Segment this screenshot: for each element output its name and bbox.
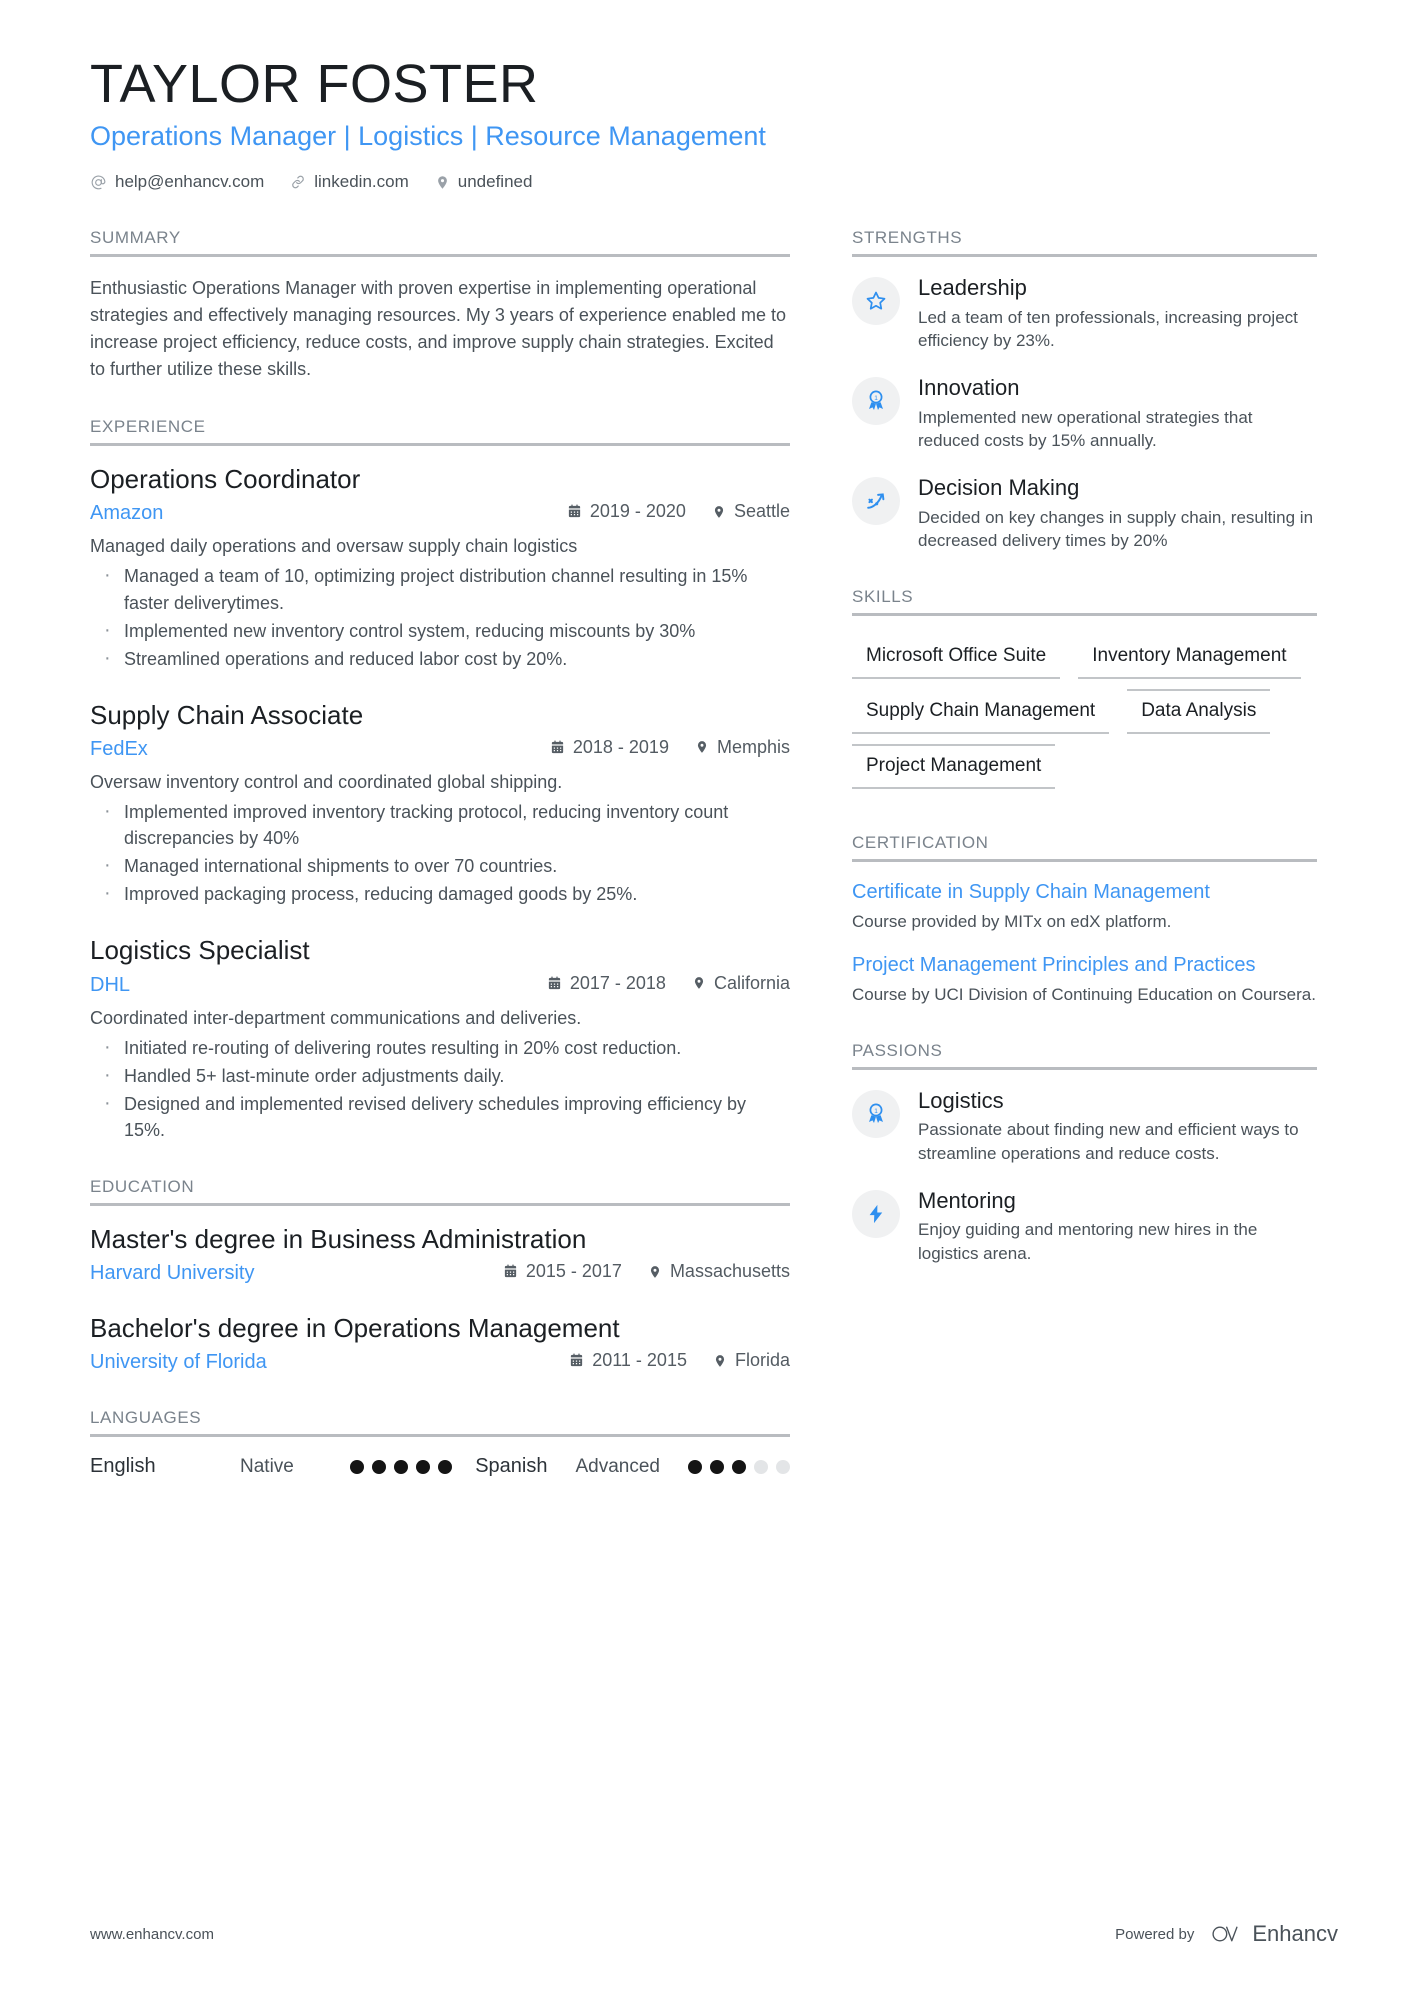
star-icon (852, 277, 900, 325)
education-location (648, 1261, 790, 1282)
resume-body (90, 228, 1338, 1512)
certification-section-title: CERTIFICATION (852, 833, 1317, 862)
list-item: · Implemented new inventory control system, reducing miscounts by 30% (90, 618, 790, 644)
candidate-name: TAYLOR FOSTER (90, 54, 539, 114)
language-name: English (90, 1455, 156, 1478)
experience-bullets (90, 1035, 790, 1143)
skills-section-title: SKILLS (852, 587, 1317, 616)
experience-meta-right (547, 973, 790, 994)
certification-description: Course provided by MITx on edX platform. (852, 911, 1172, 931)
language-item (90, 1455, 452, 1478)
education-degree: Bachelor's degree in Operations Management (90, 1313, 620, 1344)
rating-dot-on (732, 1460, 746, 1474)
list-item: · Implemented improved inventory tracking protocol, reducing inventory count discrepancies by 40% (90, 799, 790, 851)
passion-text: Passionate about finding new and efficient ways to streamline operations and reduce costs. (918, 1120, 1299, 1164)
list-item: · Designed and implemented revised delivery schedules improving efficiency by 15%. (90, 1091, 790, 1143)
location-pin-icon (695, 739, 709, 755)
skill-tag[interactable]: Supply Chain Management (852, 689, 1109, 734)
trajectory-arrow-icon (852, 477, 900, 525)
svg-text:1: 1 (874, 395, 878, 403)
list-item: · Managed international shipments to over 70 countries. (90, 853, 790, 879)
strength-text: Led a team of ten professionals, increasing project efficiency by 23%. (918, 307, 1298, 351)
experience-role: Logistics Specialist (90, 935, 310, 966)
at-icon (90, 174, 107, 191)
strength-body (918, 475, 1317, 553)
experience-meta-right (550, 737, 790, 758)
calendar-icon (567, 504, 582, 519)
svg-text:1: 1 (874, 1107, 878, 1115)
passions-section-title: PASSIONS (852, 1041, 1317, 1070)
award-medal-icon (852, 377, 900, 425)
education-section (90, 1177, 790, 1374)
rating-dot-on (350, 1460, 364, 1474)
experience-company[interactable]: Amazon (90, 502, 164, 525)
skill-tag[interactable]: Project Management (852, 744, 1055, 789)
experience-description: Managed daily operations and oversaw supply chain logistics (90, 536, 578, 557)
enhancv-brand (1208, 1921, 1338, 1947)
certification-item (852, 880, 1317, 933)
list-item: · Improved packaging process, reducing damaged goods by 25%. (90, 881, 790, 907)
strength-text: Decided on key changes in supply chain, resulting in decreased delivery times by 20% (918, 507, 1314, 551)
location-pin-icon (692, 975, 706, 991)
experience-entry (90, 700, 790, 908)
experience-location-text: Memphis (716, 736, 790, 757)
language-level: Native (240, 1455, 294, 1477)
contact-location-text: undefined (457, 172, 533, 192)
passion-item (852, 1088, 1317, 1166)
language-name: Spanish (475, 1455, 548, 1478)
passion-title: Mentoring (918, 1187, 1016, 1213)
experience-dates-text: 2017 - 2018 (569, 972, 666, 993)
calendar-icon (569, 1353, 584, 1368)
passion-title: Logistics (918, 1087, 1004, 1113)
right-column (852, 228, 1317, 1300)
contact-row (90, 172, 1338, 192)
passions-section (852, 1041, 1317, 1266)
summary-section (90, 228, 790, 383)
experience-company[interactable]: FedEx (90, 737, 148, 760)
lightning-bolt-icon (852, 1190, 900, 1238)
candidate-headline: Operations Manager | Logistics | Resource Management (90, 121, 766, 152)
strength-title: Decision Making (918, 475, 1080, 501)
experience-section-title: EXPERIENCE (90, 417, 790, 446)
experience-company[interactable]: DHL (90, 973, 131, 996)
education-location-text: Massachusetts (669, 1261, 790, 1282)
summary-text: Enthusiastic Operations Manager with proven expertise in implementing operational strategies and effectively managing resources. My 3 years of experience enabled me to increase project efficiency, reduce costs, and improve supply chain strategies. Excited to further utilize these skills. (90, 278, 787, 380)
experience-location (695, 737, 790, 758)
experience-meta (90, 501, 790, 525)
experience-description: Coordinated inter-department communications and deliveries. (90, 1007, 582, 1028)
strength-item (852, 275, 1317, 353)
certification-item (852, 953, 1317, 1006)
contact-linkedin-text: linkedin.com (314, 172, 409, 192)
experience-dates-text: 2019 - 2020 (589, 501, 686, 522)
experience-meta (90, 737, 790, 761)
experience-section (90, 417, 790, 1143)
calendar-icon (547, 976, 562, 991)
strength-item (852, 375, 1317, 453)
skills-section (852, 587, 1317, 799)
strength-body (918, 275, 1317, 353)
language-level: Advanced (575, 1455, 660, 1477)
strength-item (852, 475, 1317, 553)
experience-meta-right (567, 501, 790, 522)
powered-by-label: Powered by (1115, 1925, 1195, 1943)
link-icon (290, 174, 306, 190)
skill-tag[interactable]: Data Analysis (1127, 689, 1270, 734)
list-item: · Handled 5+ last-minute order adjustments daily. (90, 1063, 790, 1089)
strengths-section (852, 228, 1317, 553)
enhancv-logo-icon (1208, 1923, 1242, 1945)
experience-dates (550, 737, 669, 758)
education-meta (90, 1350, 790, 1374)
strength-body (918, 375, 1317, 453)
education-entry (90, 1224, 790, 1285)
experience-bullets (90, 799, 790, 907)
education-dates (503, 1261, 622, 1282)
rating-dot-off (776, 1460, 790, 1474)
education-school[interactable]: Harvard University (90, 1262, 255, 1285)
passion-body (918, 1088, 1317, 1166)
rating-dot-on (372, 1460, 386, 1474)
passion-item (852, 1188, 1317, 1266)
experience-description: Oversaw inventory control and coordinated global shipping. (90, 771, 563, 792)
enhancv-brand-text: Enhancv (1252, 1921, 1338, 1946)
languages-section-title: LANGUAGES (90, 1408, 790, 1437)
languages-section (90, 1408, 790, 1478)
education-dates-text: 2011 - 2015 (592, 1350, 687, 1371)
experience-role: Operations Coordinator (90, 464, 361, 495)
calendar-icon (503, 1264, 518, 1279)
experience-entry (90, 464, 790, 672)
passion-text: Enjoy guiding and mentoring new hires in the logistics arena. (918, 1220, 1258, 1264)
education-location (713, 1350, 790, 1371)
certification-name[interactable]: Project Management Principles and Practices (852, 954, 1256, 977)
experience-location-text: Seattle (733, 501, 790, 522)
education-section-title: EDUCATION (90, 1177, 790, 1206)
education-dates-text: 2015 - 2017 (525, 1261, 622, 1282)
resume-header (90, 55, 1338, 192)
rating-dot-on (438, 1460, 452, 1474)
list-item: · Initiated re-routing of delivering routes resulting in 20% cost reduction. (90, 1035, 790, 1061)
education-entry (90, 1313, 790, 1374)
contact-linkedin[interactable] (290, 172, 409, 192)
list-item: · Streamlined operations and reduced labor cost by 20%. (90, 646, 790, 672)
education-school[interactable]: University of Florida (90, 1351, 267, 1374)
experience-location (712, 501, 790, 522)
strength-title: Innovation (918, 375, 1020, 401)
experience-dates (547, 973, 666, 994)
experience-meta (90, 973, 790, 997)
education-meta-right (569, 1350, 790, 1371)
left-column (90, 228, 790, 1512)
language-item (475, 1455, 790, 1478)
certification-description: Course by UCI Division of Continuing Education on Coursera. (852, 985, 1316, 1005)
experience-location-text: California (713, 972, 790, 993)
strength-text: Implemented new operational strategies that reduced costs by 15% annually. (918, 407, 1253, 451)
skill-tag[interactable]: Inventory Management (1078, 634, 1300, 679)
page-footer (90, 1921, 1338, 1947)
rating-dot-off (754, 1460, 768, 1474)
rating-dot-on (394, 1460, 408, 1474)
calendar-icon (550, 740, 565, 755)
education-meta (90, 1261, 790, 1285)
strengths-section-title: STRENGTHS (852, 228, 1317, 257)
location-pin-icon (648, 1264, 662, 1280)
rating-dot-on (688, 1460, 702, 1474)
rating-dot-on (710, 1460, 724, 1474)
experience-dates (567, 501, 686, 522)
experience-entry (90, 935, 790, 1143)
experience-dates-text: 2018 - 2019 (572, 736, 669, 757)
rating-dot-on (416, 1460, 430, 1474)
passion-body (918, 1188, 1317, 1266)
experience-location (692, 973, 790, 994)
location-pin-icon (713, 1353, 727, 1369)
certification-name[interactable]: Certificate in Supply Chain Management (852, 881, 1210, 904)
certification-section (852, 833, 1317, 1007)
summary-section-title: SUMMARY (90, 228, 790, 257)
contact-location (435, 172, 533, 192)
contact-email[interactable] (90, 172, 264, 192)
language-rating-dots (688, 1460, 790, 1474)
contact-email-text: help@enhancv.com (115, 172, 265, 192)
footer-website-url[interactable]: www.enhancv.com (90, 1925, 214, 1943)
award-medal-icon (852, 1090, 900, 1138)
location-pin-icon (712, 504, 726, 520)
education-meta-right (503, 1261, 790, 1282)
language-rating-dots (350, 1460, 452, 1474)
experience-role: Supply Chain Associate (90, 699, 364, 730)
experience-bullets (90, 563, 790, 671)
education-degree: Master's degree in Business Administration (90, 1224, 587, 1255)
skill-tag[interactable]: Microsoft Office Suite (852, 634, 1060, 679)
location-pin-icon (435, 174, 450, 191)
education-location-text: Florida (734, 1350, 790, 1371)
education-dates (569, 1350, 687, 1371)
languages-list (90, 1455, 790, 1478)
skills-list (852, 634, 1317, 799)
list-item: · Managed a team of 10, optimizing project distribution channel resulting in 15% faster deliverytimes. (90, 563, 790, 615)
strength-title: Leadership (918, 275, 1027, 301)
powered-by-block (1115, 1921, 1338, 1947)
